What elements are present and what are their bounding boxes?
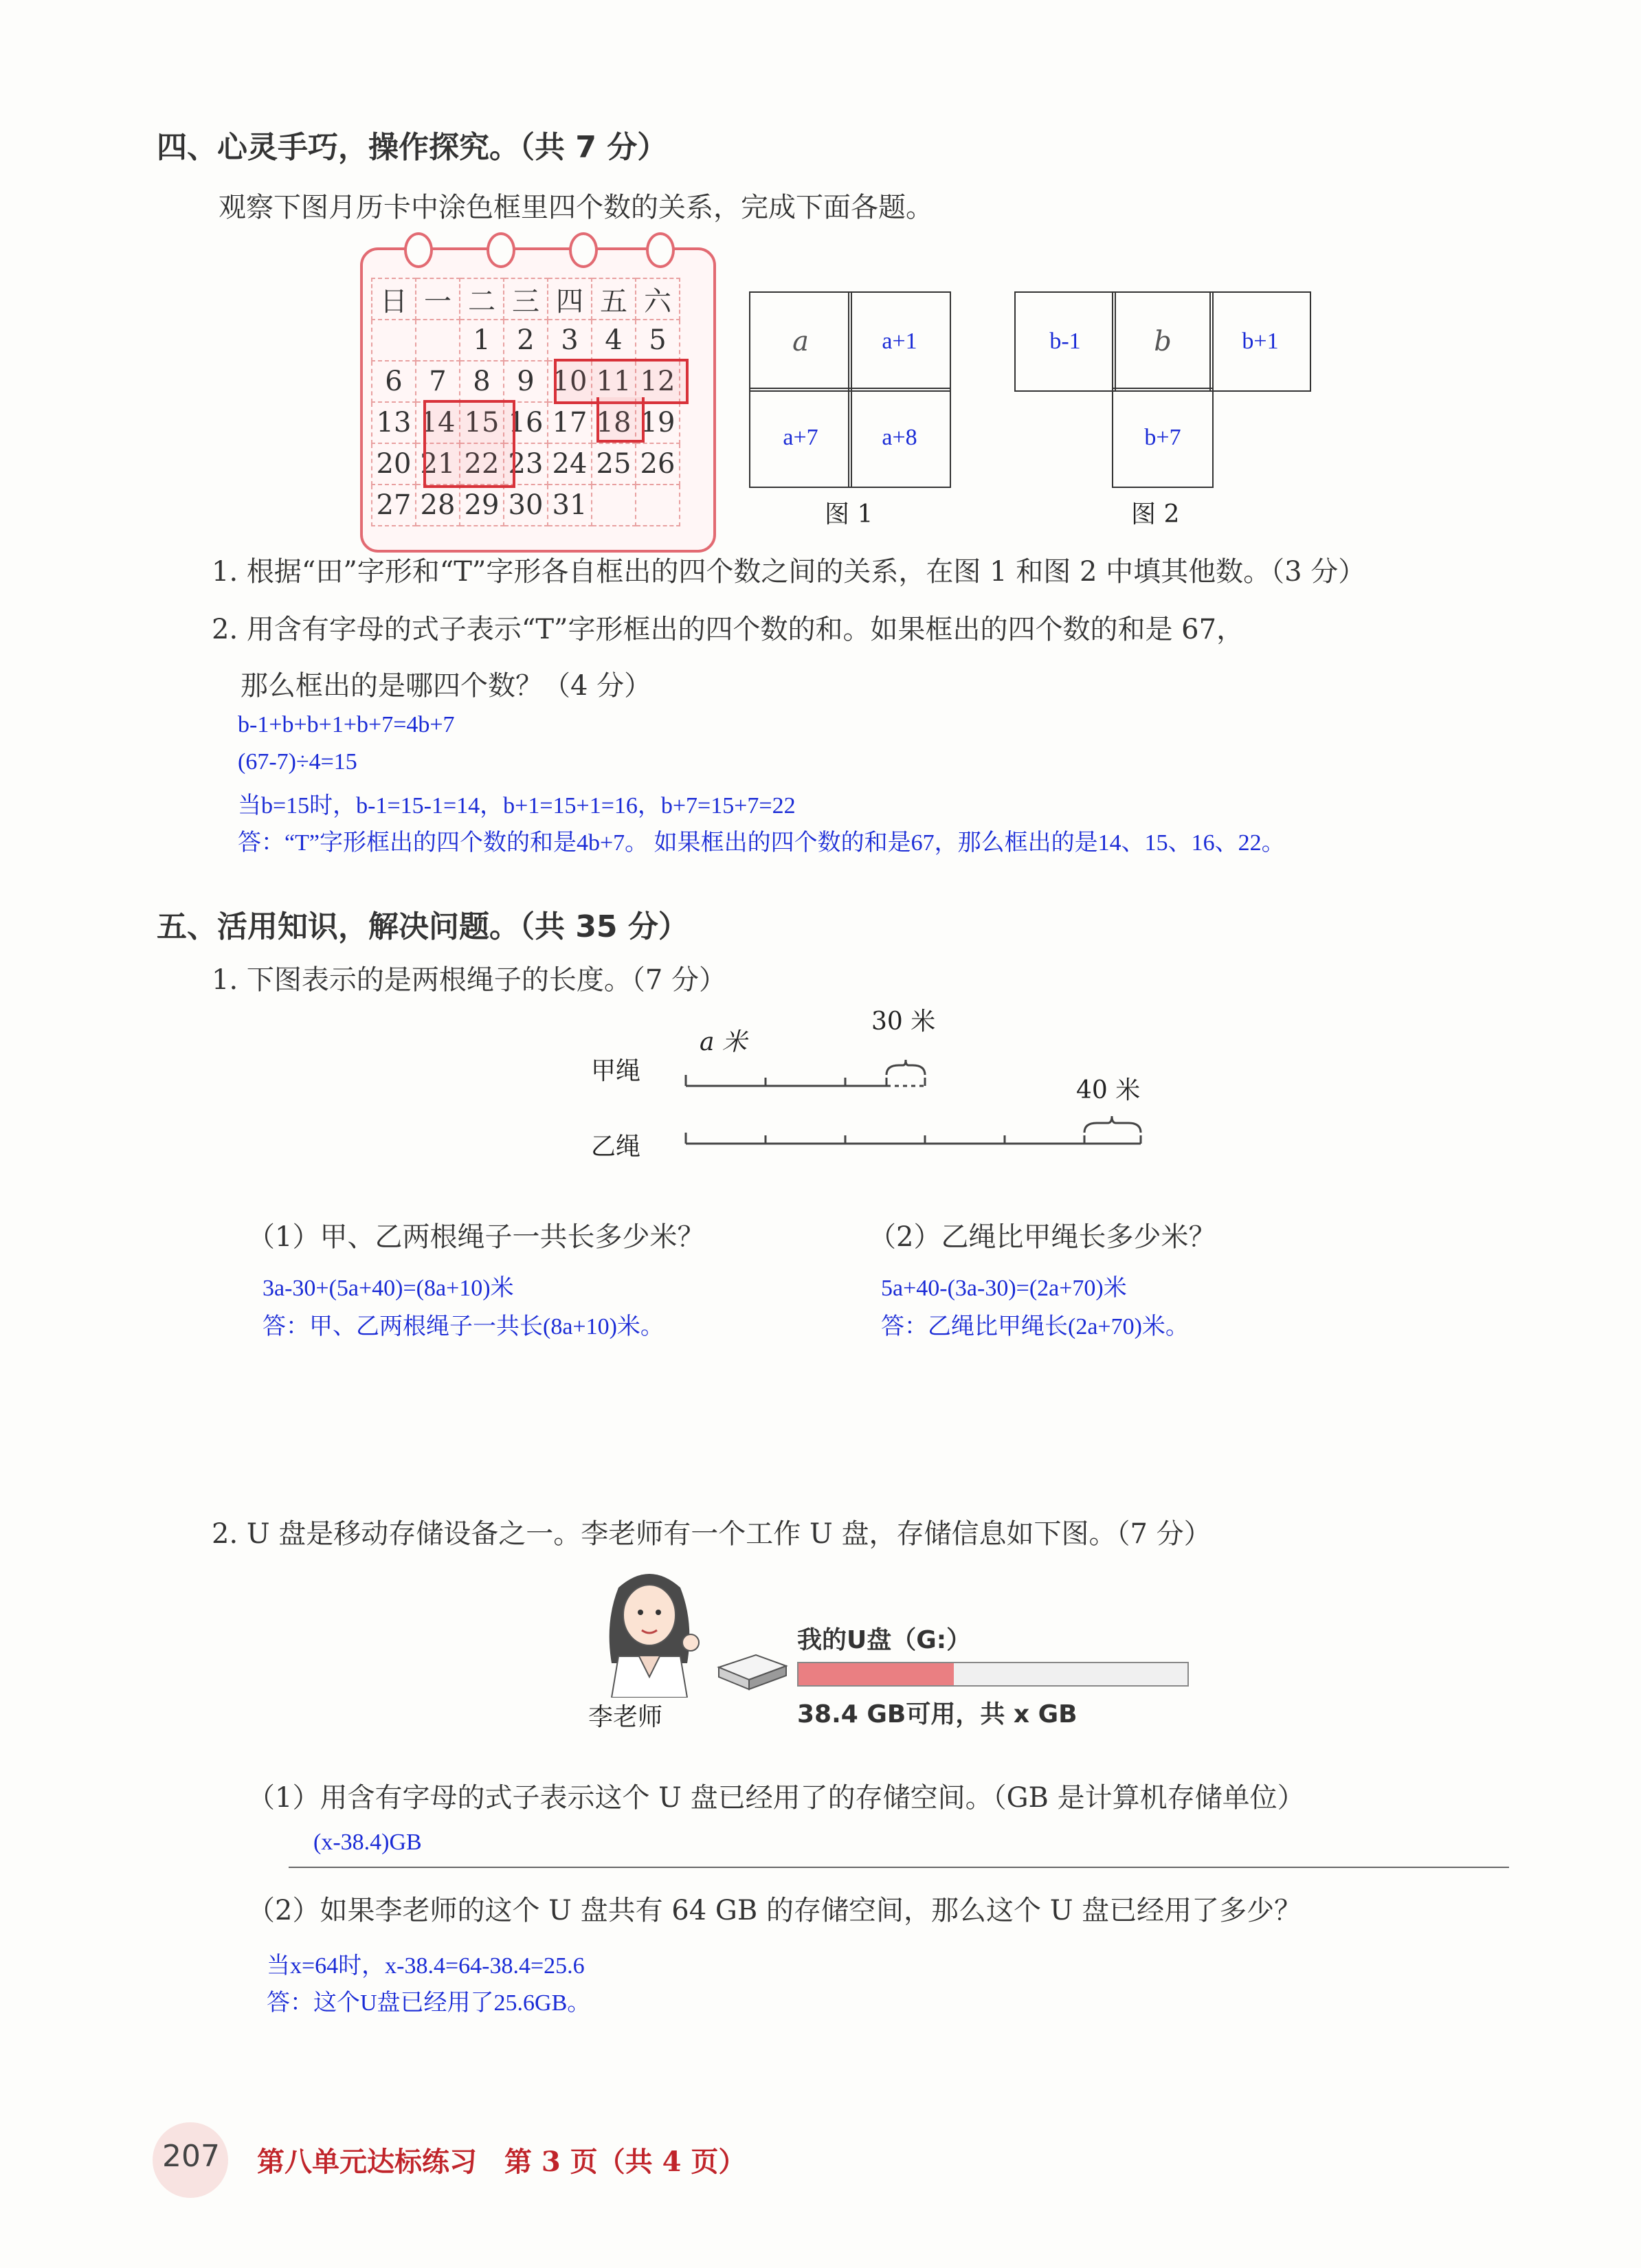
fig1-cell: a+8 xyxy=(848,388,951,488)
usb-capacity-bar xyxy=(797,1662,1189,1687)
calendar-row xyxy=(372,320,680,361)
tian-shape-highlight xyxy=(423,400,515,488)
section4-q1: 1. 根据“田”字形和“T”字形各自框出的四个数之间的关系，在图 1 和图 2 中填其他数。（3 分） xyxy=(212,556,1366,588)
ring-icon xyxy=(569,232,598,268)
day-cell: 5 xyxy=(636,320,680,361)
rope-yi-label: 乙绳 xyxy=(591,1133,641,1161)
section5-heading: 五、活用知识，解决问题。（共 35 分） xyxy=(157,909,689,944)
day-cell xyxy=(636,485,680,526)
day-cell: 8 xyxy=(460,361,504,402)
rope-40-label: 40 米 xyxy=(1076,1076,1141,1104)
ring-icon xyxy=(487,232,515,268)
fig1-cell: a+7 xyxy=(749,388,852,488)
weekday: 六 xyxy=(636,278,680,320)
day-cell: 31 xyxy=(548,485,592,526)
answer-line: (67-7)÷4=15 xyxy=(238,749,357,775)
ring-icon xyxy=(646,232,675,268)
answer-line: 答：“T”字形框出的四个数的和是4b+7。 如果框出的四个数的和是67，那么框出的是14、15、16、22。 xyxy=(238,830,1285,856)
day-cell: 4 xyxy=(592,320,636,361)
rope-30-label: 30 米 xyxy=(871,1008,936,1036)
fig1-cell: a+1 xyxy=(848,291,951,392)
day-cell xyxy=(372,320,416,361)
brace-30 xyxy=(886,1060,925,1075)
fig2-cell: b-1 xyxy=(1014,291,1116,392)
fig2-cell: b+1 xyxy=(1209,291,1311,392)
day-cell: 17 xyxy=(548,402,592,443)
day-cell: 2 xyxy=(504,320,548,361)
teacher-label: 李老师 xyxy=(588,1703,663,1731)
day-cell: 9 xyxy=(504,361,548,402)
ring-icon xyxy=(404,232,433,268)
q1-sub2-answer: 答：乙绳比甲绳长(2a+70)米。 xyxy=(881,1314,1189,1339)
day-cell: 1 xyxy=(460,320,504,361)
rope-jia-label: 甲绳 xyxy=(591,1057,641,1085)
teacher-illustration xyxy=(591,1567,708,1698)
fig1-caption: 图 1 xyxy=(825,500,873,529)
section5-q2: 2. U 盘是移动存储设备之一。李老师有一个工作 U 盘，存储信息如下图。（7 分） xyxy=(212,1518,1212,1550)
fig1-cell: a xyxy=(749,291,852,392)
day-cell: 6 xyxy=(372,361,416,402)
usb-drive-icon xyxy=(715,1648,790,1696)
day-cell xyxy=(416,320,460,361)
q2-sub1: （1）用含有字母的式子表示这个 U 盘已经用了的存储空间。（GB 是计算机存储单位） xyxy=(247,1782,1305,1814)
day-cell: 25 xyxy=(592,443,636,485)
day-cell xyxy=(592,485,636,526)
usb-info: 38.4 GB可用，共 x GB xyxy=(797,1700,1078,1728)
day-cell: 26 xyxy=(636,443,680,485)
section5-q1: 1. 下图表示的是两根绳子的长度。（7 分） xyxy=(212,964,727,996)
day-cell: 14 xyxy=(416,402,460,443)
day-cell: 29 xyxy=(460,485,504,526)
day-cell: 22 xyxy=(460,443,504,485)
day-cell: 13 xyxy=(372,402,416,443)
brace-40 xyxy=(1084,1116,1141,1133)
calendar-card xyxy=(360,247,716,553)
day-cell: 27 xyxy=(372,485,416,526)
section4-heading: 四、心灵手巧，操作探究。（共 7 分） xyxy=(157,130,668,165)
day-cell: 15 xyxy=(460,402,504,443)
weekday: 四 xyxy=(548,278,592,320)
weekday: 一 xyxy=(416,278,460,320)
usb-used-fill xyxy=(799,1663,954,1685)
weekday: 日 xyxy=(372,278,416,320)
day-cell: 3 xyxy=(548,320,592,361)
answer-underline xyxy=(289,1867,1509,1868)
calendar-row xyxy=(372,485,680,526)
q1-sub2-answer: 5a+40-(3a-30)=(2a+70)米 xyxy=(881,1276,1127,1301)
day-cell: 23 xyxy=(504,443,548,485)
section4-q2-line2: 那么框出的是哪四个数？（4 分） xyxy=(241,670,652,702)
answer-line: b-1+b+b+1+b+7=4b+7 xyxy=(238,712,455,737)
day-cell: 19 xyxy=(636,402,680,443)
fig2-cell: b+7 xyxy=(1112,388,1214,488)
day-cell: 7 xyxy=(416,361,460,402)
day-cell: 16 xyxy=(504,402,548,443)
fig2-cell: b xyxy=(1112,291,1214,392)
day-cell: 21 xyxy=(416,443,460,485)
q2-sub2-answer: 答：这个U盘已经用了25.6GB。 xyxy=(267,1990,591,2016)
q1-sub1: （1）甲、乙两根绳子一共长多少米？ xyxy=(247,1221,705,1253)
page-number: 207 xyxy=(162,2139,220,2174)
day-cell: 30 xyxy=(504,485,548,526)
day-cell: 18 xyxy=(592,402,636,443)
day-cell: 20 xyxy=(372,443,416,485)
calendar-header-row xyxy=(372,278,680,320)
q2-sub1-answer: (x-38.4)GB xyxy=(313,1830,422,1855)
weekday: 三 xyxy=(504,278,548,320)
usb-title: 我的U盘（G:） xyxy=(797,1626,972,1654)
day-cell: 11 xyxy=(592,361,636,402)
weekday: 二 xyxy=(460,278,504,320)
q1-sub1-answer: 3a-30+(5a+40)=(8a+10)米 xyxy=(263,1276,514,1301)
q1-sub1-answer: 答：甲、乙两根绳子一共长(8a+10)米。 xyxy=(263,1314,664,1339)
rope-diagram xyxy=(680,1045,1175,1161)
q2-sub2-answer: 当x=64时，x-38.4=64-38.4=25.6 xyxy=(267,1953,585,1979)
day-cell: 10 xyxy=(548,361,592,402)
fig2-caption: 图 2 xyxy=(1131,500,1180,529)
day-cell: 24 xyxy=(548,443,592,485)
t-shape-highlight-stem xyxy=(596,397,645,443)
rope-a-label: a 米 xyxy=(700,1028,747,1056)
q2-sub2: （2）如果李老师的这个 U 盘共有 64 GB 的存储空间，那么这个 U 盘已经用了多少？ xyxy=(247,1895,1302,1926)
answer-line: 当b=15时，b-1=15-1=14，b+1=15+1=16，b+7=15+7=22 xyxy=(238,793,796,819)
calendar-row xyxy=(372,443,680,485)
section4-intro: 观察下图月历卡中涂色框里四个数的关系，完成下面各题。 xyxy=(219,192,933,223)
day-cell: 28 xyxy=(416,485,460,526)
q1-sub2: （2）乙绳比甲绳长多少米？ xyxy=(869,1221,1216,1253)
footer-title: 第八单元达标练习 第 3 页（共 4 页） xyxy=(257,2146,746,2178)
weekday: 五 xyxy=(592,278,636,320)
day-cell: 12 xyxy=(636,361,680,402)
section4-q2-line1: 2. 用含有字母的式子表示“T”字形框出的四个数的和。如果框出的四个数的和是 67， xyxy=(212,614,1244,645)
